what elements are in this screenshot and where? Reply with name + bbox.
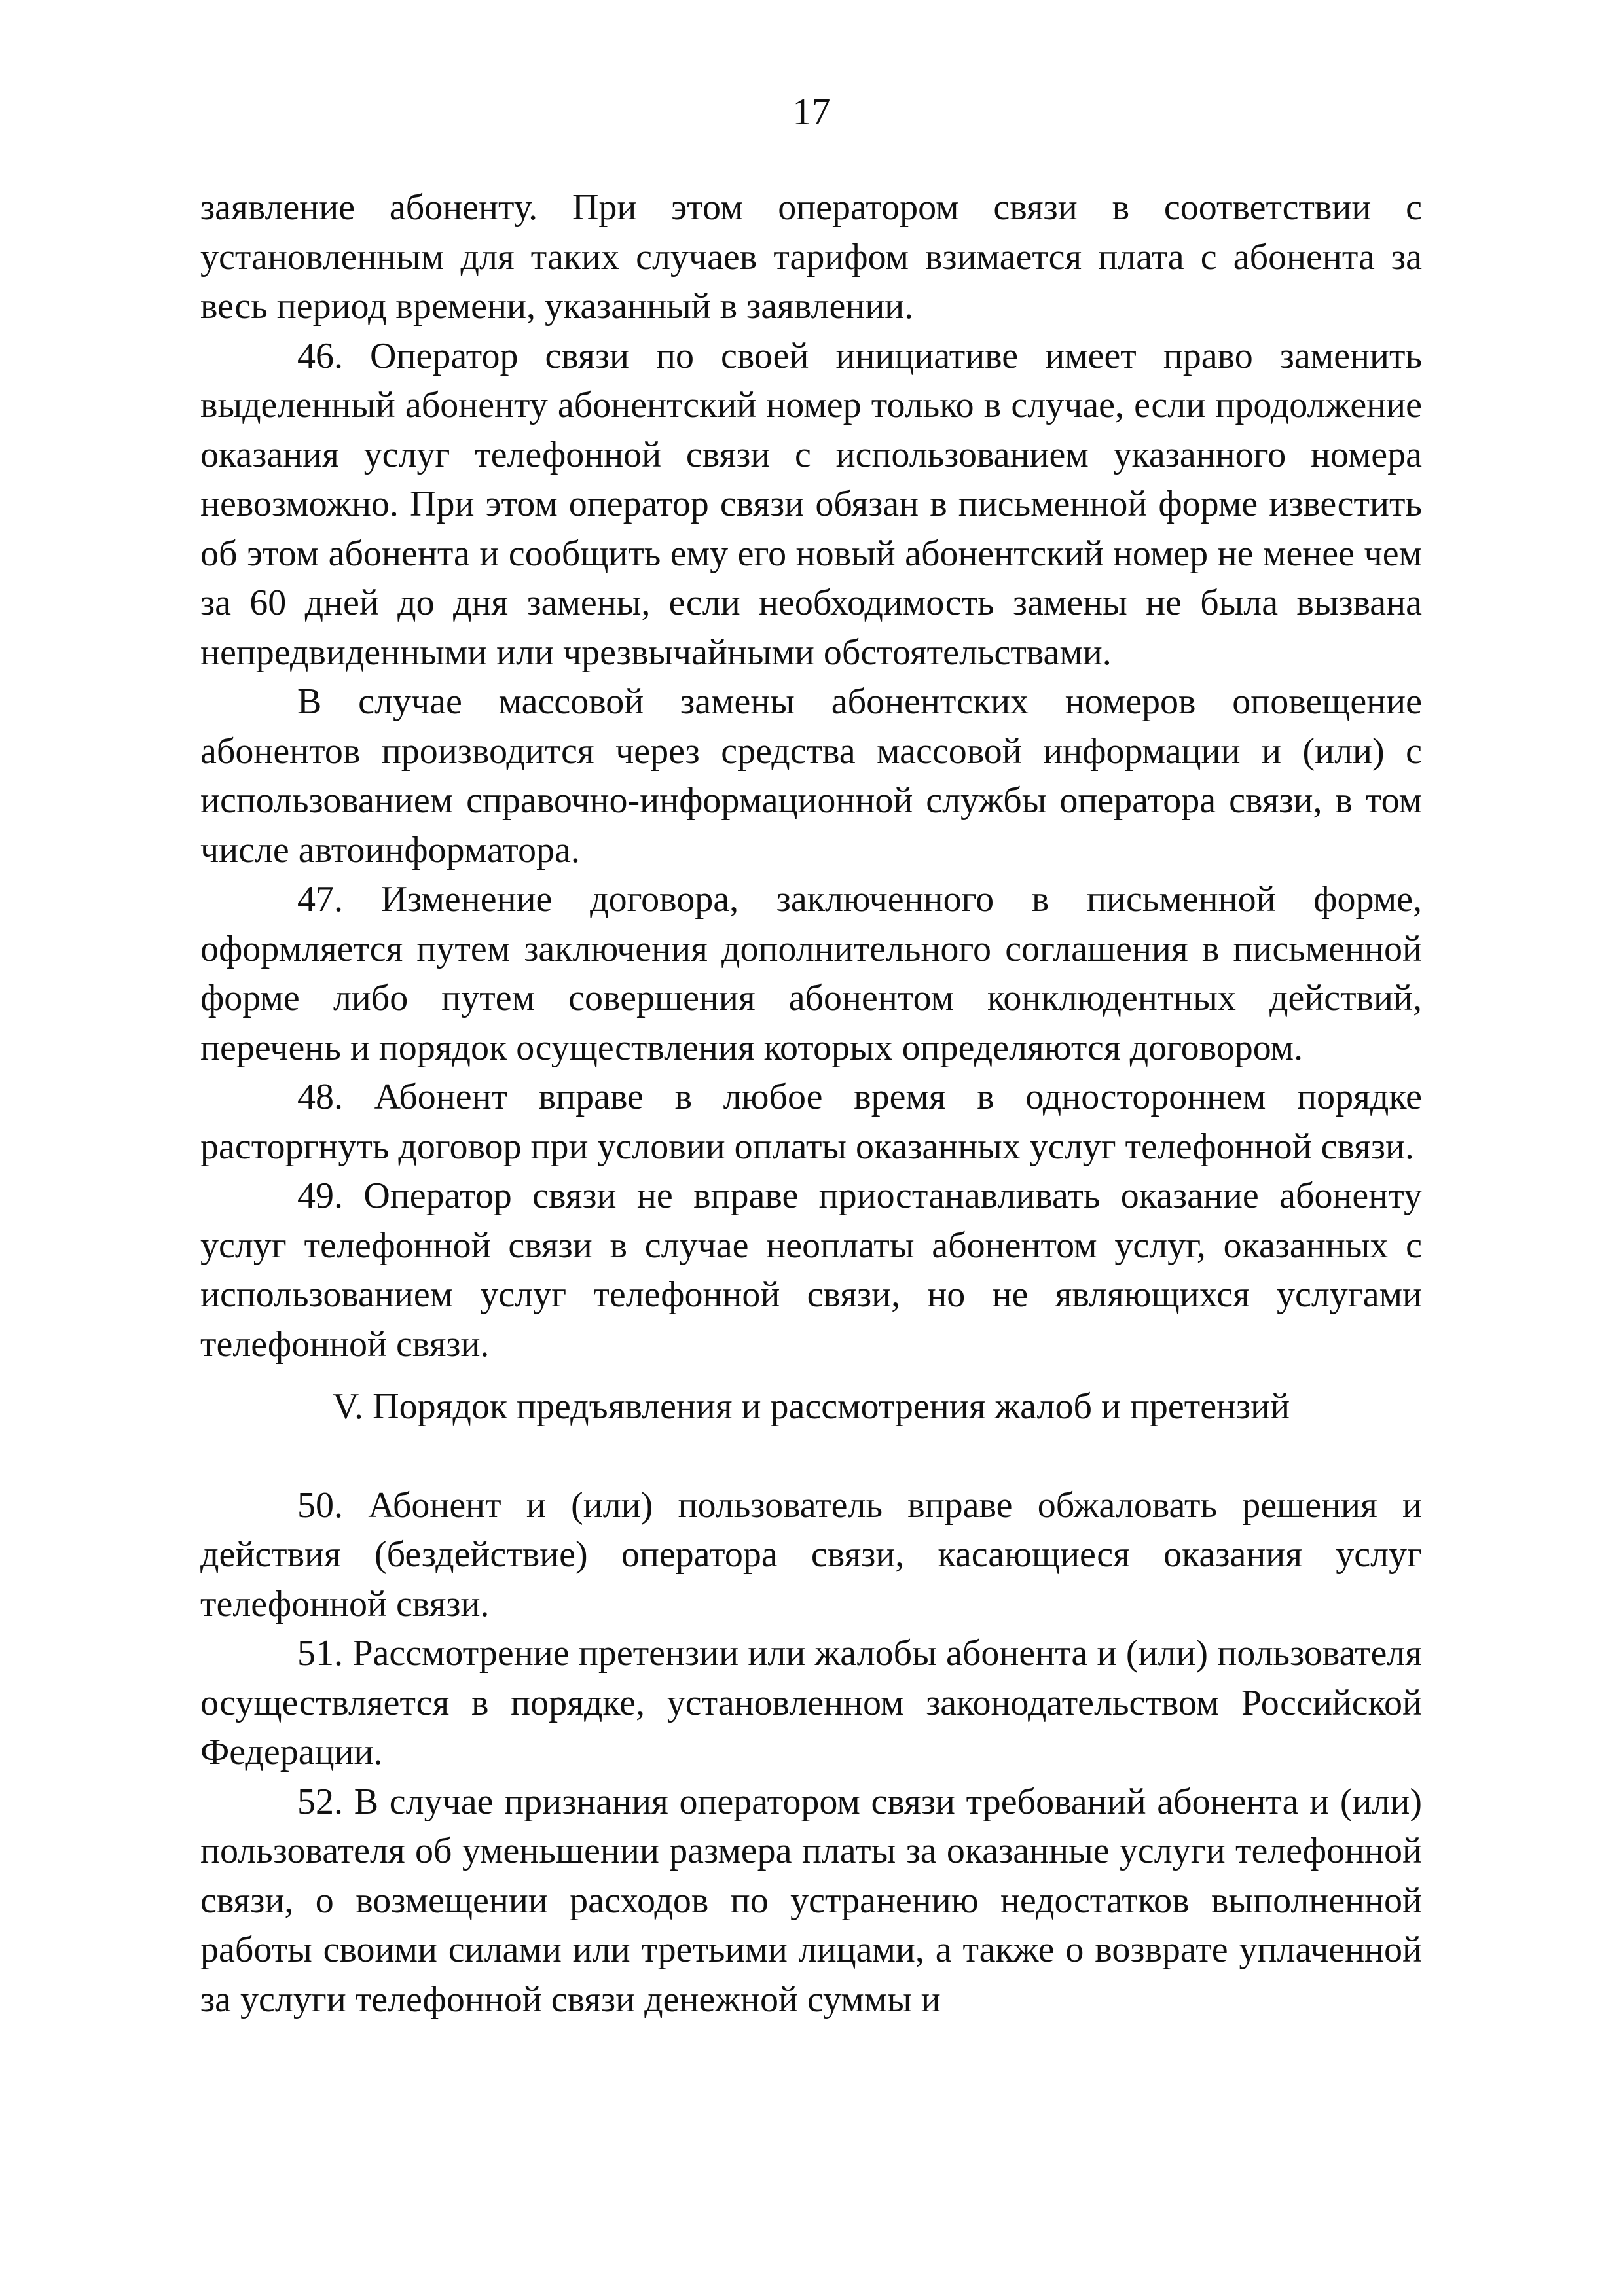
paragraph-52: 52. В случае признания оператором связи требований абонента и (или) пользователя об уменьшении размера платы за оказанные услуги телефонной связи, о возмещении расходов по устранению недостатков выполненной работы своими силами или третьими лицами, а также о возврате уплаченной за услуги телефонной связи денежной суммы и xyxy=(200,1781,1422,2020)
section-heading: V. Порядок предъявления и рассмотрения жалоб и претензий xyxy=(332,1386,1290,1427)
paragraph-50: 50. Абонент и (или) пользователь вправе обжаловать решения и действия (бездействие) оператора связи, касающиеся оказания услуг телефонной связи. xyxy=(200,1484,1422,1624)
document-body xyxy=(200,183,1422,2024)
paragraph-46: 46. Оператор связи по своей инициативе имеет право заменить выделенный абоненту абонентский номер только в случае, если продолжение оказания услуг телефонной связи с использованием указанного номера невозможно. При этом оператор связи обязан в письменной форме известить об этом абонента и сообщить ему его новый абонентский номер не менее чем за 60 дней до дня замены, если необходимость замены не была вызвана непредвиденными или чрезвычайными обстоятельствами. xyxy=(200,335,1422,673)
page-number: 17 xyxy=(792,90,831,133)
paragraph-48: 48. Абонент вправе в любое время в одностороннем порядке расторгнуть договор при условии оплаты оказанных услуг телефонной связи. xyxy=(200,1077,1422,1167)
paragraph-continuation: заявление абоненту. При этом оператором связи в соответствии с установленным для таких случаев тарифом взимается плата с абонента за весь период времени, указанный в заявлении. xyxy=(200,187,1422,327)
paragraph-51: 51. Рассмотрение претензии или жалобы абонента и (или) пользователя осуществляется в порядке, установленном законодательством Российской Федерации. xyxy=(200,1633,1422,1772)
paragraph-47: 47. Изменение договора, заключенного в письменной форме, оформляется путем заключения дополнительного соглашения в письменной форме либо путем совершения абонентом конклюдентных действий, перечень и порядок осуществления которых определяются договором. xyxy=(200,879,1422,1068)
paragraph-mass-replacement: В случае массовой замены абонентских номеров оповещение абонентов производится через средства массовой информации и (или) с использованием справочно-информационной службы оператора связи, в том числе автоинформатора. xyxy=(200,681,1422,870)
paragraph-49: 49. Оператор связи не вправе приостанавливать оказание абоненту услуг телефонной связи в случае неоплаты абонентом услуг, оказанных с использованием услуг телефонной связи, но не являющихся услугами телефонной связи. xyxy=(200,1175,1422,1365)
